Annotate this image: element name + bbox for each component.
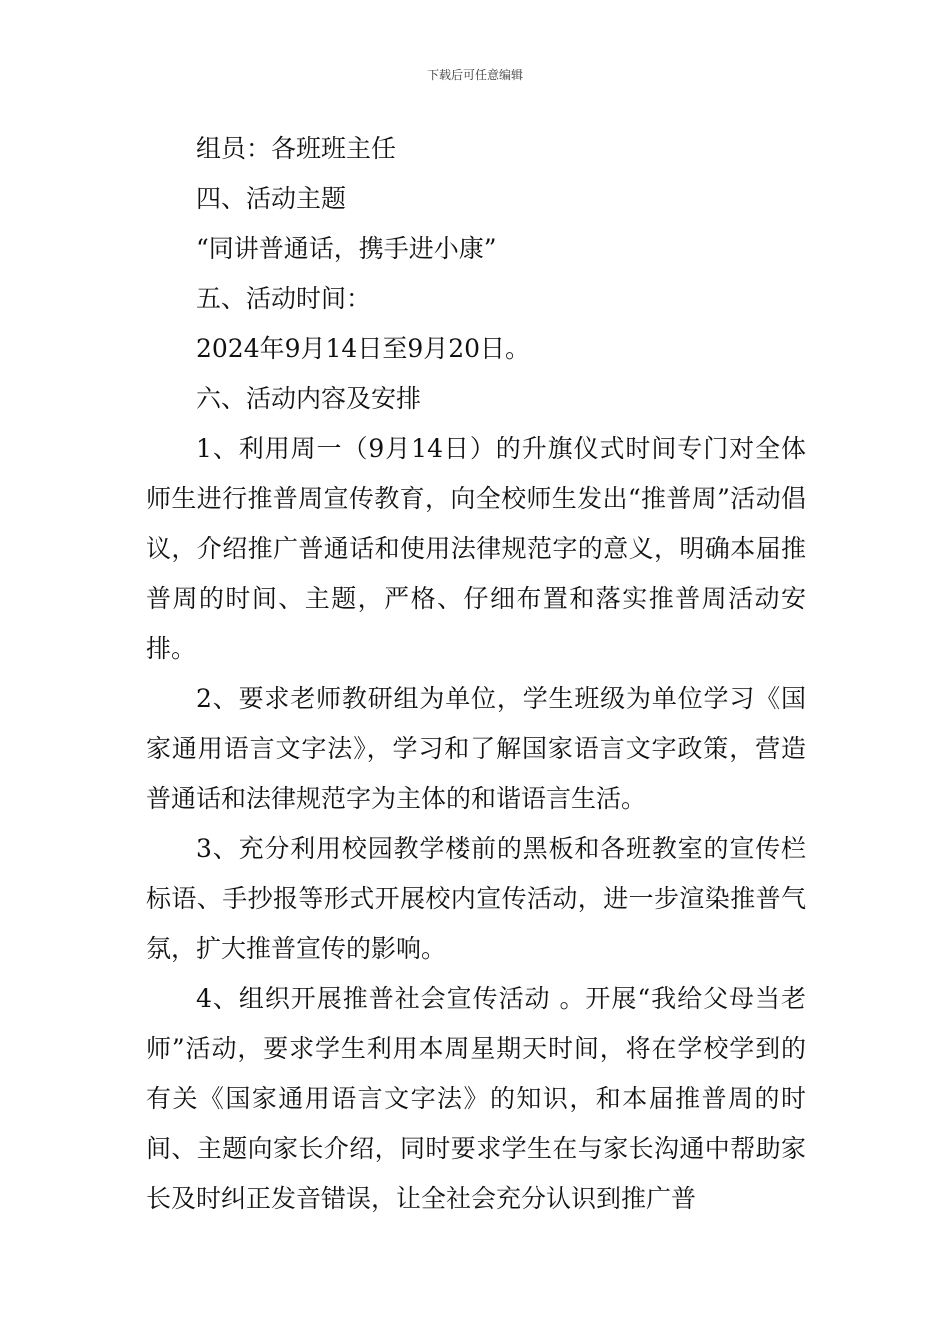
document-body [146, 124, 806, 1224]
section-6-heading: 六、活动内容及安排 [196, 384, 422, 413]
item-1-paragraph: 1、利用周一（9月14日）的升旗仪式时间专门对全体师生进行推普周宣传教育，向全校师生发出“推普周”活动倡议，介绍推广普通话和使用法律规范字的意义，明确本届推普周的时间、主题，严格、仔细布置和落实推普周活动安排。 [146, 434, 806, 663]
item-2-paragraph: 2、要求老师教研组为单位，学生班级为单位学习《国家通用语言文字法》，学习和了解国家语言文字政策，营造普通话和法律规范字为主体的和谐语言生活。 [146, 684, 806, 813]
item-4-paragraph: 4、组织开展推普社会宣传活动 。开展“我给父母当老师”活动，要求学生利用本周星期天时间，将在学校学到的有关《国家通用语言文字法》的知识，和本届推普周的时间、主题向家长介绍，同时要求学生在与家长沟通中帮助家长及时纠正发音错误，让全社会充分认识到推广普 [146, 984, 806, 1213]
section-5-heading: 五、活动时间： [196, 284, 372, 313]
date-range-line: 2024年9月14日至9月20日。 [196, 334, 531, 363]
section-4-heading: 四、活动主题 [196, 184, 347, 213]
item-3-paragraph: 3、充分利用校园教学楼前的黑板和各班教室的宣传栏标语、手抄报等形式开展校内宣传活动，进一步渲染推普气氛，扩大推普宣传的影响。 [146, 834, 806, 963]
members-line: 组员：各班班主任 [196, 134, 397, 163]
theme-line: “同讲普通话，携手进小康” [196, 234, 497, 263]
header-note: 下载后可任意编辑 [426, 68, 523, 82]
